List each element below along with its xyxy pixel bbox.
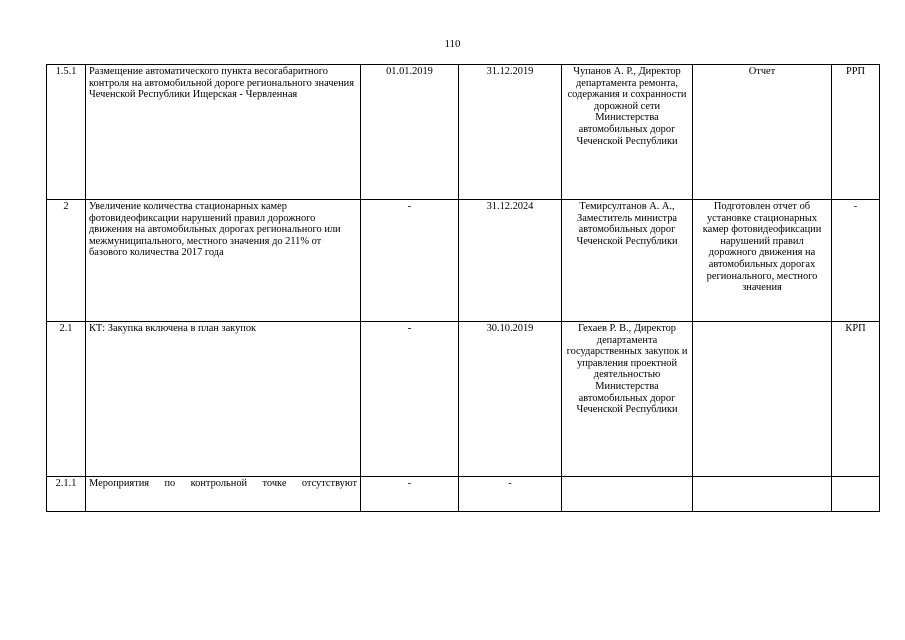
row-end-date: - [459,477,562,512]
row-start-date: 01.01.2019 [361,65,459,200]
row-result: Отчет [693,65,832,200]
row-number: 2.1.1 [47,477,86,512]
row-result [693,477,832,512]
row-responsible: Темирсултанов А. А., Заместитель министра автомобильных дорог Чеченской Республики [562,200,693,322]
table-row [47,200,880,322]
row-end-date: 31.12.2024 [459,200,562,322]
row-number: 2.1 [47,322,86,477]
table-row [47,322,880,477]
row-start-date: - [361,322,459,477]
row-level: - [832,200,880,322]
row-responsible: Чупанов А. Р., Директор департамента ремонта, содержания и сохранности дорожной сети Министерства автомобильных дорог Чеченской Республики [562,65,693,200]
row-level [832,477,880,512]
row-result [693,322,832,477]
row-description: Увеличение количества стационарных камер фотовидеофиксации нарушений правил дорожного движения на автомобильных дорогах регионального или межмуниципального, местного значения до 211% от базового количества 2017 года [86,200,361,322]
table-row [47,65,880,200]
row-responsible [562,477,693,512]
plan-table [46,64,880,512]
page-number: 110 [444,38,461,50]
row-description: Размещение автоматического пункта весогабаритного контроля на автомобильной дороге регионального значения Чеченской Республики Ищерская - Червленная [86,65,361,200]
row-number: 2 [47,200,86,322]
row-start-date: - [361,477,459,512]
row-description: КТ: Закупка включена в план закупок [86,322,361,477]
row-level: РРП [832,65,880,200]
table-row [47,477,880,512]
row-end-date: 31.12.2019 [459,65,562,200]
row-description: Мероприятия по контрольной точке отсутствуют [86,477,361,512]
row-level: КРП [832,322,880,477]
row-result: Подготовлен отчет об установке стационарных камер фотовидеофиксации нарушений правил дорожного движения на автомобильных дорогах регионального, местного значения [693,200,832,322]
row-number: 1.5.1 [47,65,86,200]
row-start-date: - [361,200,459,322]
row-end-date: 30.10.2019 [459,322,562,477]
row-responsible: Гехаев Р. В., Директор департамента государственных закупок и управления проектной деятельностью Министерства автомобильных дорог Чеченской Республики [562,322,693,477]
